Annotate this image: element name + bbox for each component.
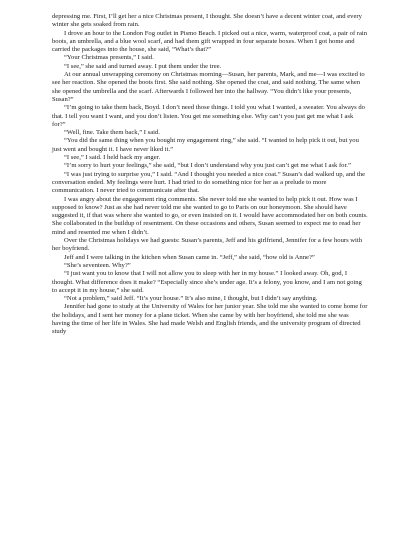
- paragraph-3: “Your Christmas presents,” I said.: [64, 54, 154, 62]
- paragraph-16: “I just want you to know that I will not allow you to sleep with her in my house.” I looked away. Oh, god, I thought. What difference does it make? “Especially since she’s under age. It’s a felony, you know, and I am not going to accept it in my house,” she said.: [52, 270, 362, 294]
- paragraph-1: depressing me. First, I’ll get her a nice Christmas present, I thought. She doesn’t have a decent winter coat, and every winter she gets soaked from rain.: [52, 13, 362, 29]
- paragraph-14: Jeff and I were talking in the kitchen when Susan came in. “Jeff,” she said, “how old is Anne?”: [64, 253, 315, 261]
- paragraph-12: I was angry about the engagement ring comments. She never told me she wanted to help pick it out. How was I supposed to know? Just as she had never told me she wanted to go to Paris on our honeymoon. She should have suggested it, if that was where she wanted to go, or even insisted on it. I would have accommodated her on both counts. She collaborated in the buildup of resentment. On these occasions and others, Susan seemed to expect me to read her mind and resented me when I didn’t.: [52, 195, 368, 236]
- paragraph-17: “Not a problem,” said Jeff. “It’s your house.” It’s also mine, I thought, but I didn’t say anything.: [64, 295, 318, 303]
- paragraph-5: At our annual unwrapping ceremony on Christmas morning—Susan, her parents, Mark, and me—I was excited to see her reaction. She opened the boots first. She said nothing. She opened the coat, and said nothing. The same when she opened the umbrella and the scarf. Afterwards I followed her into the hallway. “You didn’t like your presents, Susan?”: [52, 71, 365, 103]
- paragraph-8: “You did the same thing when you bought my engagement ring,” she said. “I wanted to help pick it out, but you just went and bought it. I have never liked it.”: [52, 137, 359, 153]
- paragraph-7: “Well, fine. Take them back,” I said.: [64, 129, 160, 137]
- paragraph-2: I drove an hour to the London Fog outlet in Pismo Beach. I picked out a nice, warm, waterproof coat, a pair of rain boots, an umbrella, and a blue wool scarf, and had them gift wrapped in four separate boxes. When I got home and carried the packages into the house, she said, “What’s that?”: [52, 29, 368, 54]
- paragraph-10: “I’m sorry to hurt your feelings,” she said, “but I don’t understand why you just can’t get me what I ask for.”: [64, 162, 351, 170]
- paragraph-18: Jennifer had gone to study at the University of Wales for her junior year. She told me she wanted to come home for the holidays, and I sent her money for a plane ticket. When she came by with her boyfriend, she told me she was having the time of her life in Wales. She had made Welsh and English friends, and the university program of directed study: [52, 303, 368, 336]
- document-page: [52, 13, 368, 337]
- paragraph-9: “I see,” I said. I held back my anger.: [64, 154, 161, 162]
- paragraph-6: “I’m going to take them back, Boyd. I don’t need those things. I told you what I wanted, a sweater. You always do that. I tell you want I want, and you don’t listen. You get me something else. Why can’t you just get me what I ask for?”: [52, 104, 365, 128]
- paragraph-13: Over the Christmas holidays we had guests: Susan’s parents, Jeff and his girlfriend, Jennifer for a few hours with her boyfriend.: [52, 237, 362, 253]
- paragraph-15: “She’s seventeen. Why?”: [64, 261, 131, 269]
- paragraph-4: “I see,” she said and turned away. I put them under the tree.: [64, 62, 222, 70]
- paragraph-11: “I was just trying to surprise you,” I said. “And I thought you needed a nice coat.” Susan’s dad walked up, and the conversation ended. My feelings were hurt. I had tried to do something nice for her as a prelude to more communication. I never tried to communicate after that.: [52, 170, 366, 195]
